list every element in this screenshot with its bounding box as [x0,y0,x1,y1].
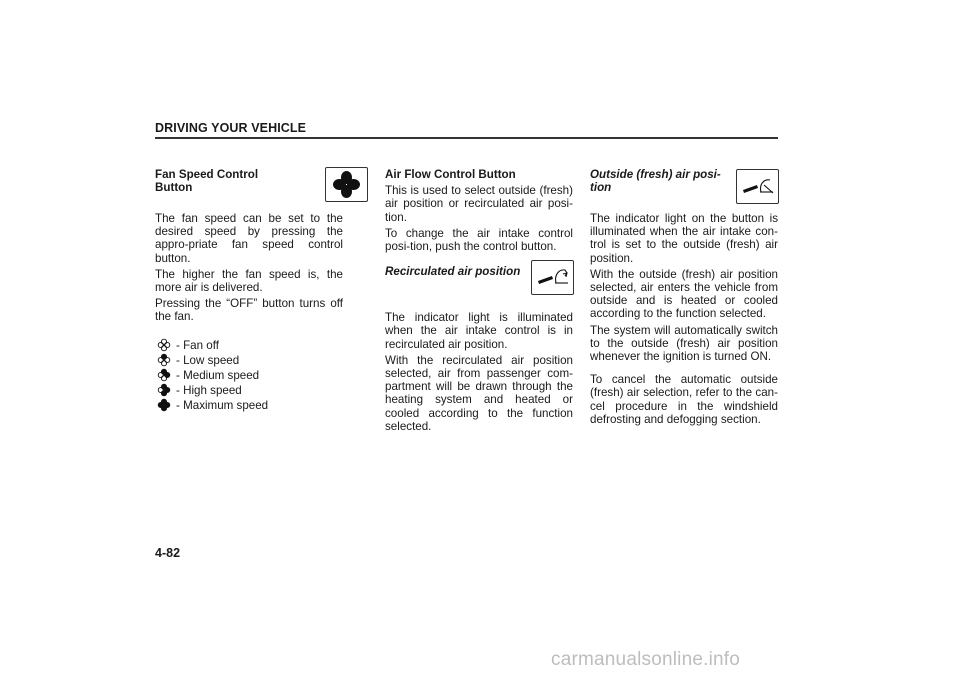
fan-icon [326,168,367,201]
fan-medium-icon [157,368,171,382]
recirc-paragraph-1: The indicator light is illuminated when the air intake control is in recirculated air position. [385,311,573,351]
outside-paragraph-3: The system will automatically switch to the outside (fresh) air position whenever the ignition is turned ON. [590,323,778,364]
list-item-label: - Medium speed [176,368,260,382]
outside-air-icon [737,170,778,203]
list-item [155,398,343,413]
air-flow-paragraph-1: This is used to select outside (fresh) air position or recirculated air posi-tion. [385,184,573,224]
fan-paragraph-2: The higher the fan speed is, the more air is delivered. [155,267,343,295]
outside-paragraph-2: With the outside (fresh) air position selected, air enters the vehicle from outside and is heated or cooled according to the function selected. [590,267,778,321]
fan-paragraph-1: The fan speed can be set to the desired speed by pressing the appro-priate fan speed control button. [155,212,343,265]
recirculate-button-icon-box [531,260,574,295]
list-item [155,353,343,368]
outside-heading-line1: Outside (fresh) air posi- [590,168,721,181]
fan-heading-line1: Fan Speed Control [155,168,259,181]
outside-paragraph-1: The indicator light on the button is illuminated when the air intake con-trol is set to the outside (fresh) air position. [590,212,778,265]
list-item [155,338,343,353]
air-flow-paragraph-2: To change the air intake control posi-tion, push the control button. [385,226,573,254]
outside-heading-line2: tion [590,181,612,195]
list-item-label: - Fan off [176,338,219,352]
fan-speed-heading [155,168,343,194]
fan-low-icon [157,353,171,367]
air-flow-column [385,168,573,436]
header-rule [155,137,778,139]
list-item [155,368,343,383]
list-item-label: - Low speed [176,353,240,367]
outside-air-button-icon-box [736,169,779,204]
section-header: DRIVING YOUR VEHICLE [155,121,307,135]
fan-speed-list [155,338,343,413]
fan-high-icon [157,383,171,397]
fan-max-icon [157,398,171,412]
recirculate-icon [532,261,573,294]
recirc-paragraph-2: With the recirculated air position selected, air from passenger com-partment will be drawn through the heating system and heated or cooled according to the function selected. [385,353,573,433]
fan-heading-line2: Button [155,181,193,195]
list-item-label: - Maximum speed [176,398,269,412]
fan-button-icon-box [325,167,368,202]
watermark: carmanualsonline.info [551,649,741,670]
fan-off-icon [157,338,171,352]
page-number: 4-82 [155,546,181,560]
outside-air-column [590,168,778,429]
list-item [155,383,343,398]
list-item-label: - High speed [176,383,242,397]
fan-speed-column [155,168,343,413]
outside-paragraph-4: To cancel the automatic outside (fresh) air selection, refer to the can-cel procedure in the windshield defrosting and defogging section. [590,373,778,426]
fan-paragraph-3: Pressing the “OFF” button turns off the fan. [155,297,343,324]
air-flow-heading: Air Flow Control Button [385,168,516,181]
recirculated-heading: Recirculated air position [385,265,521,279]
